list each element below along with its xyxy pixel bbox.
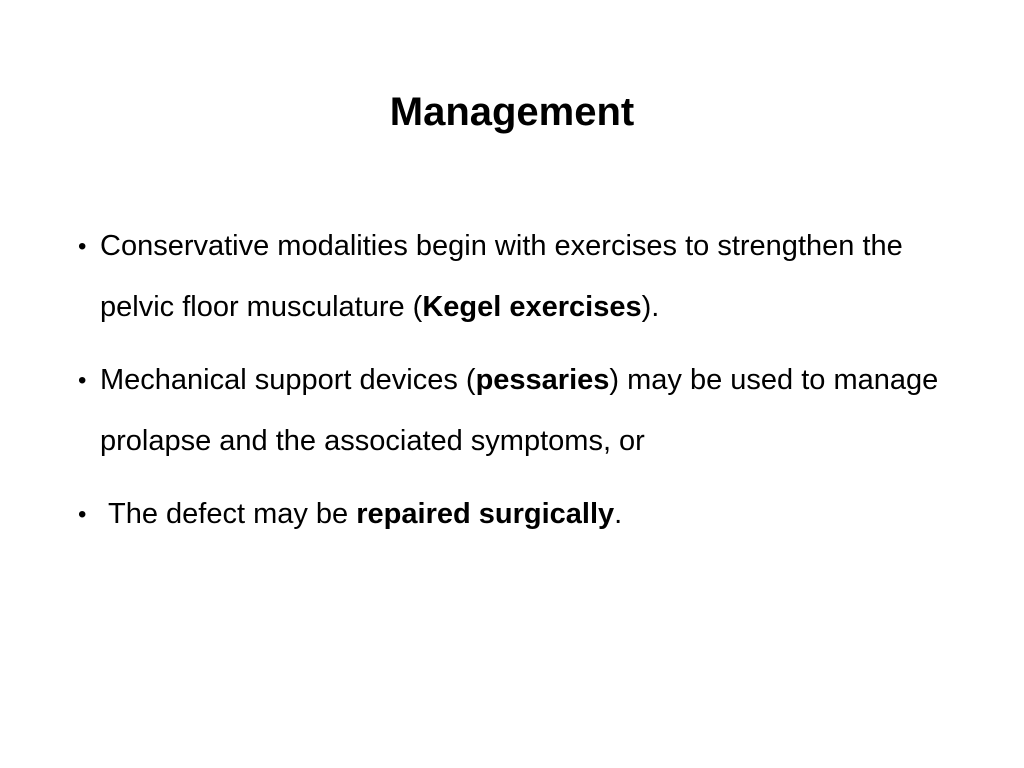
bullet-marker: • — [78, 233, 87, 260]
bullet-item — [78, 216, 958, 338]
bullet-item — [78, 350, 958, 472]
bullet-text: Conservative modalities begin with exercises to strengthen the pelvic floor musculature ( — [100, 230, 903, 323]
bullet-emphasis: repaired surgically — [356, 498, 615, 530]
bullet-item — [78, 484, 958, 545]
bullet-text: The defect may be — [108, 498, 357, 530]
bullet-emphasis: Kegel exercises — [422, 291, 642, 323]
bullet-text-end: ) may be used to manage prolapse and the associated symptoms, or — [100, 364, 939, 457]
bullet-list — [78, 216, 958, 557]
bullet-marker: • — [78, 501, 87, 528]
bullet-text-end: . — [614, 498, 623, 530]
bullet-text-end: ). — [641, 291, 660, 323]
bullet-emphasis: pessaries — [475, 364, 610, 396]
bullet-marker: • — [78, 367, 87, 394]
bullet-text: Mechanical support devices ( — [100, 364, 476, 396]
slide-title: Management — [389, 90, 635, 134]
